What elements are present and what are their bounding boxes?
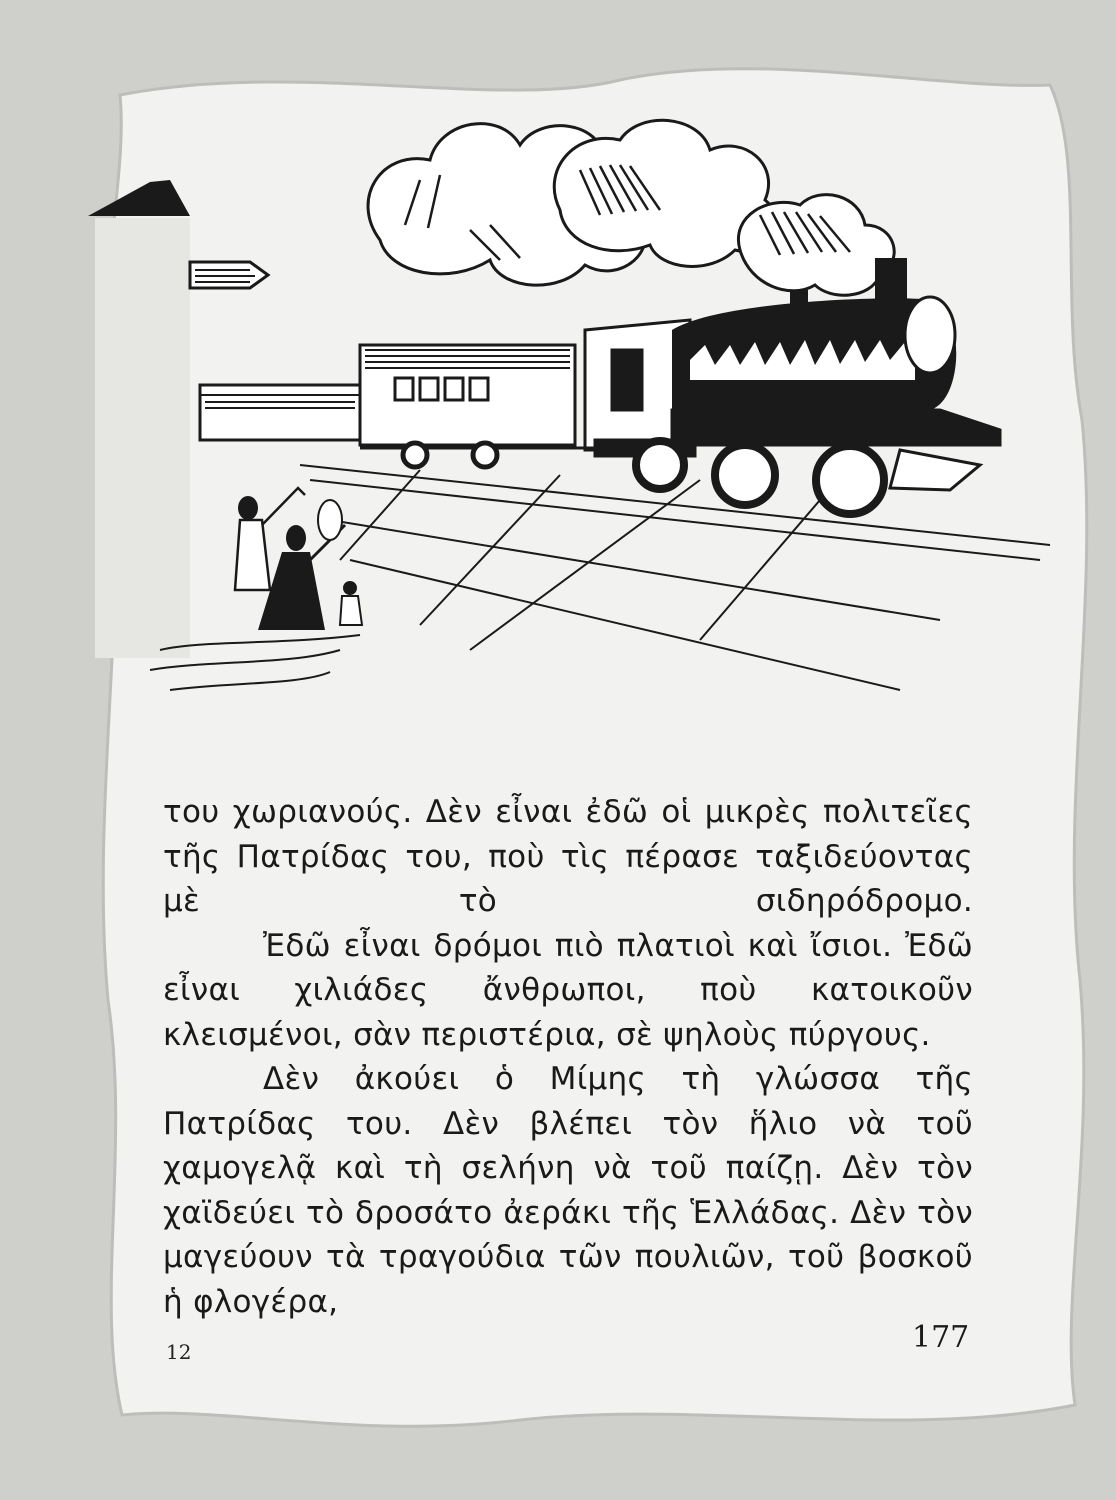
locomotive-wheels xyxy=(636,441,884,514)
smoke-clouds xyxy=(368,120,894,295)
paragraph-2: Ἐδῶ εἶναι δρόμοι πιὸ πλατιοὶ καὶ ἴσιοι. Ἐδῶ εἶναι χιλιάδες ἄνθρωποι, ποὺ κατοικοῦν κλεισμένοι, σὰν περιστέρια, σὲ ψηλοὺς πύργους. xyxy=(163,927,973,1053)
page-number: 177 xyxy=(912,1320,970,1355)
paragraph-1: του χωριανούς. Δὲν εἶναι ἐδῶ οἱ μικρὲς πολιτεῖες τῆς Πατρίδας του, ποὺ τὶς πέρασε ταξιδεύοντας μὲ τὸ σιδηρόδρομο. xyxy=(163,794,973,919)
rear-carriages xyxy=(200,345,575,445)
platform-lines xyxy=(300,465,1050,690)
paragraph-3: Δὲν ἀκούει ὁ Μίμης τὴ γλώσσα τῆς Πατρίδας του. Δὲν βλέπει τὸν ἥλιο νὰ τοῦ χαμογελᾷ καὶ τὴ σελήνη νὰ τοῦ παίζῃ. Δὲν τὸν χαϊδεύει τὸ δροσάτο ἀεράκι τῆς Ἑλλάδας. Δὲν τὸν μαγεύουν τὰ τραγούδια τῶν πουλιῶν, τοῦ βοσκοῦ ἡ φλογέρα, xyxy=(163,1061,973,1320)
body-text xyxy=(163,790,973,1324)
signature-mark: 12 xyxy=(166,1340,192,1364)
